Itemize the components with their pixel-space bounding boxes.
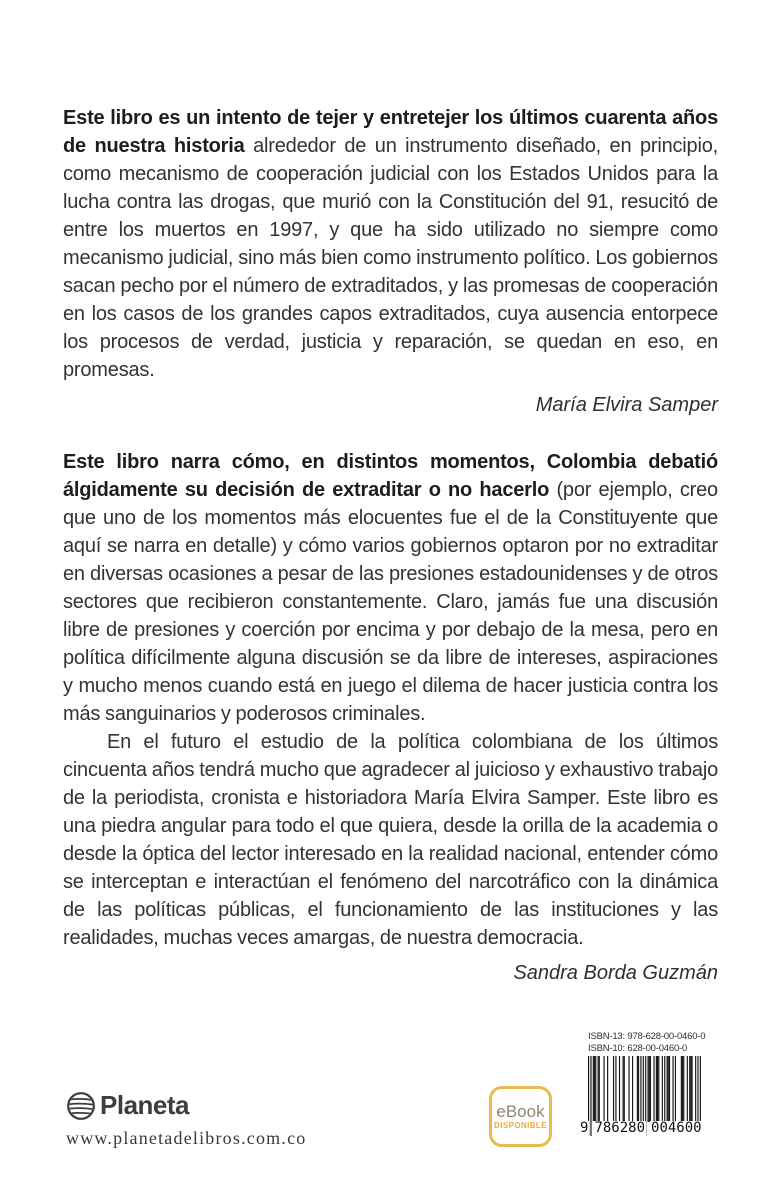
review-2-attribution: Sandra Borda Guzmán [513, 962, 718, 984]
review-2-para-1 [63, 448, 718, 728]
publisher-block [66, 1090, 306, 1149]
publisher-logo [66, 1090, 306, 1121]
barcode-number-left: 9 [580, 1120, 589, 1136]
barcode-number-mid: 786280 [594, 1120, 646, 1136]
review-1-attribution: María Elvira Samper [535, 394, 718, 416]
planeta-globe-icon [66, 1091, 96, 1121]
review-1-body: alrededor de un instrumento diseñado, en principio, como mecanismo de cooperación judicial con los Estados Unidos para la lucha contra las drogas, que murió con la Constitución del 91, resucitó de entre los muertos en 1997, y que ha sido utilizado no siempre como mecanismo judicial, sino más bien como instrumento político. Los gobiernos sacan pecho por el número de extraditados, y las promesas de cooperación en los casos de los grandes capos extraditados, cuya ausencia entorpece los procesos de verdad, justicia y reparación, se quedan en eso, en promesas. [63, 135, 718, 381]
publisher-name: Planeta [100, 1090, 189, 1120]
review-1-lead: Este libro es un intento de tejer y entretejer los últimos cuarenta años de nuestra historia [63, 107, 718, 157]
ebook-badge-subtitle: DISPONIBLE [494, 1120, 547, 1130]
barcode-number-right: 004600 [651, 1120, 702, 1136]
isbn13-label: ISBN-13: 978-628-00-0460-0 [588, 1031, 706, 1042]
review-2-body: (por ejemplo, creo que uno de los momentos más elocuentes fue el de la Constituyente que aquí se narra en detalle) y cómo varios gobiernos optaron por no extraditar en diversas ocasiones a pesar de las presiones estadounidenses y de otros sectores que recibieron constantemente. Claro, jamás fue una discusión libre de presiones y coerción por encima y por debajo de la mesa, pero en política difícilmente alguna discusión se da libre de intereses, aspiraciones y mucho menos cuando está en juego el dilema de hacer justicia contra los más sanguinarios y poderosos criminales. [63, 479, 718, 725]
isbn10-label: ISBN-10: 628-00-0460-0 [588, 1042, 688, 1054]
review-quote-2 [63, 448, 718, 986]
reviews-section [63, 104, 718, 986]
publisher-website: www.planetadelibros.com.co [66, 1128, 307, 1148]
ebook-badge [489, 1086, 552, 1147]
review-2-lead: Este libro narra cómo, en distintos momentos, Colombia debatió álgidamente su decisión de extraditar o no hacerlo [63, 451, 718, 501]
barcode-section [580, 1031, 706, 1136]
ebook-badge-title: eBook [496, 1101, 545, 1121]
review-2-para-2: En el futuro el estudio de la política colombiana de los últimos cincuenta años tendrá mucho que agradecer al juicioso y exhaustivo trabajo de la periodista, cronista e historiadora María Elvira Samper. Este libro es una piedra angular para todo el que quiera, desde la orilla de la academia o desde la óptica del lector interesado en la realidad nacional, entender cómo se interceptan e interactúan el fenómeno del narcotráfico con la dinámica de las políticas públicas, el funcionamiento de las instituciones y las realidades, muchas veces amargas, de nuestra democracia. [63, 731, 718, 949]
barcode-number [579, 1121, 701, 1136]
review-quote-1 [63, 104, 718, 384]
